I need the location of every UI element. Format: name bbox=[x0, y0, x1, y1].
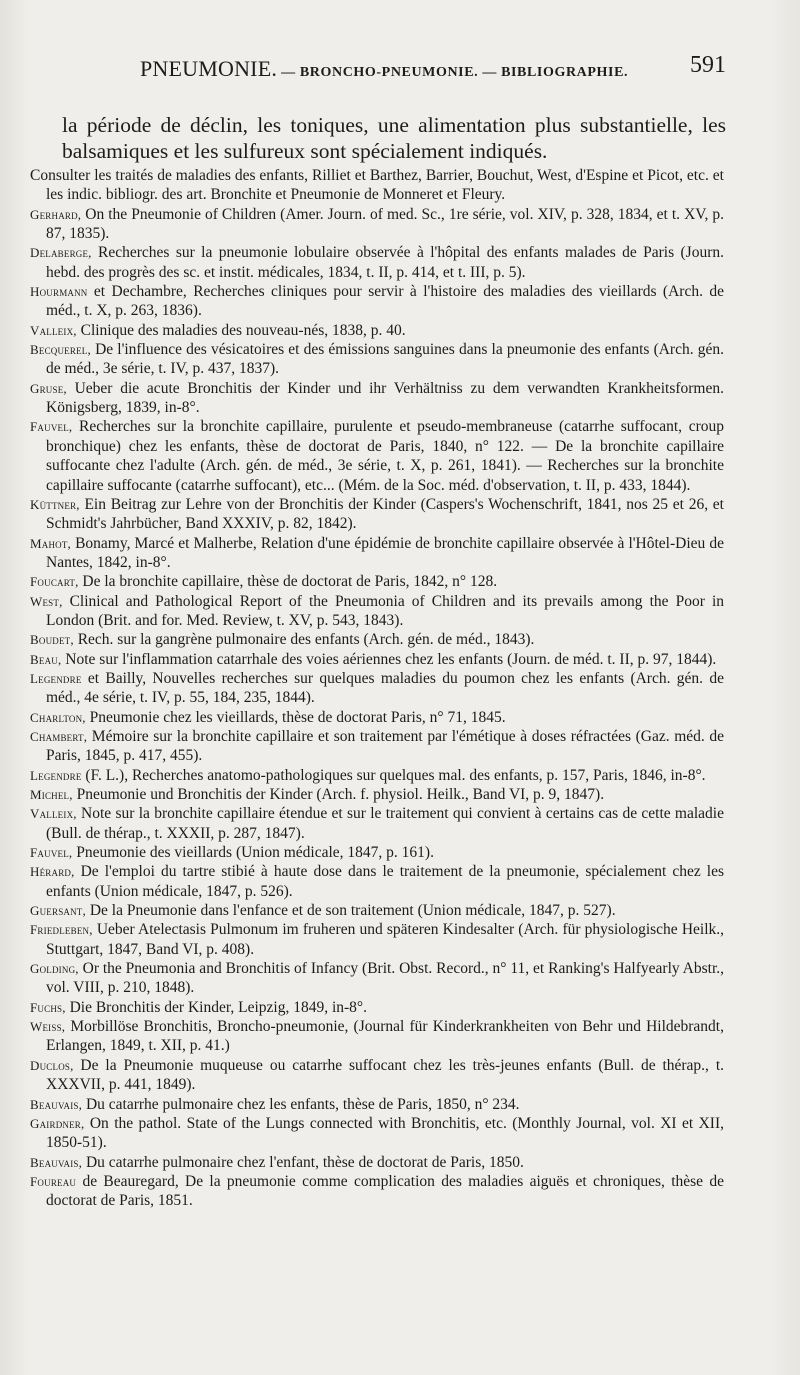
bibliography-list bbox=[30, 166, 724, 1211]
running-title bbox=[140, 56, 628, 82]
entry-author: Becquerel, bbox=[30, 342, 91, 358]
entry-text: Pneumonie chez les vieillards, thèse de doctorat Paris, n° 71, 1845. bbox=[85, 708, 506, 726]
bibliography-entry bbox=[30, 166, 724, 205]
entry-author: Duclos, bbox=[30, 1057, 74, 1073]
bibliography-entry bbox=[30, 495, 724, 534]
bibliography-entry bbox=[30, 727, 724, 766]
entry-text: de Beauregard, De la pneumonie comme complication des maladies aiguës et chroniques, thèse de doctorat de Paris, 1851. bbox=[46, 1172, 724, 1210]
entry-text: Rech. sur la gangrène pulmonaire des enfants (Arch. gén. de méd., 1843). bbox=[73, 631, 535, 649]
bibliography-entry bbox=[30, 243, 724, 282]
bibliography-entry bbox=[30, 920, 724, 959]
entry-text: Recherches sur la bronchite capillaire, purulente et pseudo-membraneuse (catarrhe suffocant, croup bronchique) chez les enfants, thèse de doctorat de Paris, 1840, n° 122. — De la bronchite capillaire suffocante chez l'adulte (Arch. gén. de méd., 3e série, t. X, p. 261, 1841). — Recherches sur la bronchite capillaire suffocante (catarrhe suffocant), etc... (Mém. de la Soc. méd. d'observation, t. II, p. 433, 1844). bbox=[46, 418, 724, 494]
bibliography-entry bbox=[30, 379, 724, 418]
bibliography-entry bbox=[30, 1114, 724, 1153]
entry-text: Note sur l'inflammation catarrhale des voies aériennes chez les enfants (Journ. de méd. t. II, p. 97, 1844). bbox=[61, 650, 717, 668]
bibliography-entry bbox=[30, 708, 724, 727]
entry-author: Küttner, bbox=[30, 496, 80, 512]
entry-author: Gairdner, bbox=[30, 1115, 85, 1131]
running-title-main: PNEUMONIE. bbox=[140, 56, 278, 81]
bibliography-entry bbox=[30, 998, 724, 1017]
entry-text: Ueber Atelectasis Pulmonum im fruheren und späteren Kindesalter (Arch. für physiologische Heilk., Stuttgart, 1847, Band VI, p. 408). bbox=[46, 921, 724, 958]
entry-text: Bonamy, Marcé et Malherbe, Relation d'une épidémie de bronchite capillaire observée à l'Hôtel-Dieu de Nantes, 1842, in-8°. bbox=[46, 534, 724, 571]
entry-author: Beauvais, bbox=[30, 1154, 83, 1170]
entry-author: Fauvel, bbox=[30, 845, 73, 861]
entry-author: West, bbox=[30, 593, 63, 609]
bibliography-entry bbox=[30, 340, 724, 379]
entry-text: Du catarrhe pulmonaire chez l'enfant, thèse de doctorat de Paris, 1850. bbox=[82, 1153, 524, 1171]
entry-text: Die Bronchitis der Kinder, Leipzig, 1849, in-8°. bbox=[65, 998, 367, 1016]
entry-author: Guersant, bbox=[30, 903, 86, 919]
bibliography-entry bbox=[30, 843, 724, 862]
bibliography-entry bbox=[30, 1172, 724, 1211]
entry-author: Fauvel, bbox=[30, 419, 73, 435]
bibliography-entry bbox=[30, 282, 724, 321]
page-header bbox=[60, 52, 726, 86]
entry-text: Pneumonie des vieillards (Union médicale, 1847, p. 161). bbox=[72, 844, 434, 862]
entry-author: Friedleben, bbox=[30, 922, 93, 938]
entry-author: Hérard, bbox=[30, 864, 75, 880]
entry-author: Gerhard, bbox=[30, 206, 82, 222]
bibliography-entry bbox=[30, 592, 724, 631]
entry-author: Valleix, bbox=[30, 806, 77, 822]
entry-author: Michel, bbox=[30, 787, 73, 802]
entry-author: Hourmann bbox=[30, 284, 88, 300]
entry-text: Recherches sur la pneumonie lobulaire observée à l'hôpital des enfants malades de Paris (Journ. hebd. des progrès des sc. et instit. médicales, 1834, t. II, p. 414, et t. III, p. 5). bbox=[46, 244, 724, 281]
bibliography-entry bbox=[30, 650, 724, 669]
entry-text: Ueber die acute Bronchitis der Kinder und ihr Verhältniss zu dem verwandten Krankheitsformen. Königsberg, 1839, in-8°. bbox=[46, 379, 724, 417]
entry-author: Mahot, bbox=[30, 535, 72, 551]
running-title-subtitle: — BRONCHO-PNEUMONIE. — BIBLIOGRAPHIE. bbox=[277, 65, 629, 80]
entry-text: Morbillöse Bronchitis, Broncho-pneumonie, (Journal für Kinderkrankheiten von Behr und Hildebrandt, Erlangen, 1849, t. XII, p. 41.) bbox=[46, 1018, 724, 1055]
entry-author: Fuchs, bbox=[30, 999, 66, 1015]
entry-author: Weiss, bbox=[30, 1019, 66, 1035]
entry-text: Or the Pneumonia and Bronchitis of Infancy (Brit. Obst. Record., n° 11, et Ranking's Halfyearly Abstr., vol. VIII, p. 210, 1848). bbox=[46, 960, 724, 997]
entry-text: De l'emploi du tartre stibié à haute dose dans le traitement de la pneumonie, spécialement chez les enfants (Union médicale, 1847, p. 526). bbox=[46, 863, 724, 900]
entry-text: De la Pneumonie dans l'enfance et de son traitement (Union médicale, 1847, p. 527). bbox=[85, 902, 616, 920]
entry-text: De la bronchite capillaire, thèse de doctorat de Paris, 1842, n° 128. bbox=[78, 573, 498, 591]
entry-author: Boudet, bbox=[30, 632, 74, 648]
entry-text: Ein Beitrag zur Lehre von der Bronchitis der Kinder (Caspers's Wochenschrift, 1841, nos 25 et 26, et Schmidt's Jahrbücher, Band XXXIV, p. 82, 1842). bbox=[46, 495, 724, 533]
bibliography-entry bbox=[30, 1017, 724, 1056]
entry-text: Mémoire sur la bronchite capillaire et son traitement par l'émétique à doses réfractées (Gaz. méd. de Paris, 1845, p. 417, 455). bbox=[46, 727, 724, 765]
entry-author: Beau, bbox=[30, 651, 62, 667]
bibliography-entry bbox=[30, 205, 724, 244]
entry-author: Chambert, bbox=[30, 728, 88, 744]
entry-author: Golding, bbox=[30, 961, 79, 977]
intro-paragraph: la période de déclin, les toniques, une alimentation plus substantielle, les balsamiques et les sulfureux sont spécialement indiqués. bbox=[62, 112, 726, 163]
entry-author: Legendre bbox=[30, 670, 82, 686]
entry-author: Delaberge, bbox=[30, 245, 92, 261]
entry-text: (F. L.), Recherches anatomo-pathologiques sur quelques mal. des enfants, p. 157, Paris, 1846, in-8°. bbox=[81, 766, 706, 784]
entry-text: De la Pneumonie muqueuse ou catarrhe suffocant chez les très-jeunes enfants (Bull. de thérap., t. XXXVII, p. 441, 1849). bbox=[46, 1056, 724, 1094]
entry-author: Beauvais, bbox=[30, 1096, 83, 1112]
bibliography-entry bbox=[30, 785, 724, 804]
bibliography-entry bbox=[30, 534, 724, 573]
entry-author: Valleix, bbox=[30, 322, 77, 338]
bibliography-entry bbox=[30, 959, 724, 998]
entry-text: et Dechambre, Recherches cliniques pour servir à l'histoire des maladies des vieillards (Arch. de méd., t. X, p. 263, 1836). bbox=[46, 283, 724, 320]
bibliography-entry bbox=[30, 1095, 724, 1114]
bibliography-entry bbox=[30, 630, 724, 649]
entry-author: Foureau bbox=[30, 1173, 77, 1189]
entry-author: Charlton, bbox=[30, 709, 86, 725]
bibliography-entry bbox=[30, 766, 724, 785]
bibliography-entry bbox=[30, 1056, 724, 1095]
bibliography-entry bbox=[30, 901, 724, 920]
entry-author: Gruse, bbox=[30, 380, 67, 396]
entry-author: Legendre bbox=[30, 767, 82, 783]
entry-text: Consulter les traités de maladies des enfants, Rilliet et Barthez, Barrier, Bouchut, West, d'Espine et Picot, etc. et les indic. bibliogr. des art. Bronchite et Pneumonie de Monneret et Fleury. bbox=[30, 167, 724, 204]
entry-text: Clinique des maladies des nouveau-nés, 1838, p. 40. bbox=[76, 321, 406, 339]
entry-text: Du catarrhe pulmonaire chez les enfants, thèse de Paris, 1850, n° 234. bbox=[82, 1095, 520, 1113]
entry-text: De l'influence des vésicatoires et des émissions sanguines dans la pneumonie des enfants (Arch. gén. de méd., 3e série, t. IV, p. 437, 1837). bbox=[46, 341, 724, 378]
entry-text: et Bailly, Nouvelles recherches sur quelques maladies du poumon chez les enfants (Arch. gén. de méd., 4e série, t. IV, p. 55, 184, 235, 1844). bbox=[46, 669, 724, 707]
page-number: 591 bbox=[690, 52, 726, 78]
bibliography-entry bbox=[30, 669, 724, 708]
bibliography-entry bbox=[30, 321, 724, 340]
entry-text: Clinical and Pathological Report of the Pneumonia of Children and its prevails among the Poor in London (Brit. and for. Med. Review, t. XV, p. 543, 1843). bbox=[46, 592, 724, 629]
bibliography-entry bbox=[30, 1153, 724, 1172]
bibliography-entry bbox=[30, 862, 724, 901]
entry-text: Note sur la bronchite capillaire étendue et sur le traitement qui convient à certains cas de cette maladie (Bull. de thérap., t. XXXII, p. 287, 1847). bbox=[46, 805, 724, 842]
bibliography-entry bbox=[30, 804, 724, 843]
entry-text: Pneumonie und Bronchitis der Kinder (Arch. f. physiol. Heilk., Band VI, p. 9, 1847). bbox=[72, 786, 605, 803]
entry-text: On the Pneumonie of Children (Amer. Journ. of med. Sc., 1re série, vol. XIV, p. 328, 1834, et t. XV, p. 87, 1835). bbox=[46, 205, 724, 243]
bibliography-entry bbox=[30, 572, 724, 591]
entry-author: Foucart, bbox=[30, 574, 79, 590]
bibliography-entry bbox=[30, 417, 724, 494]
entry-text: On the pathol. State of the Lungs connected with Bronchitis, etc. (Monthly Journal, vol. XI et XII, 1850-51). bbox=[46, 1114, 724, 1152]
